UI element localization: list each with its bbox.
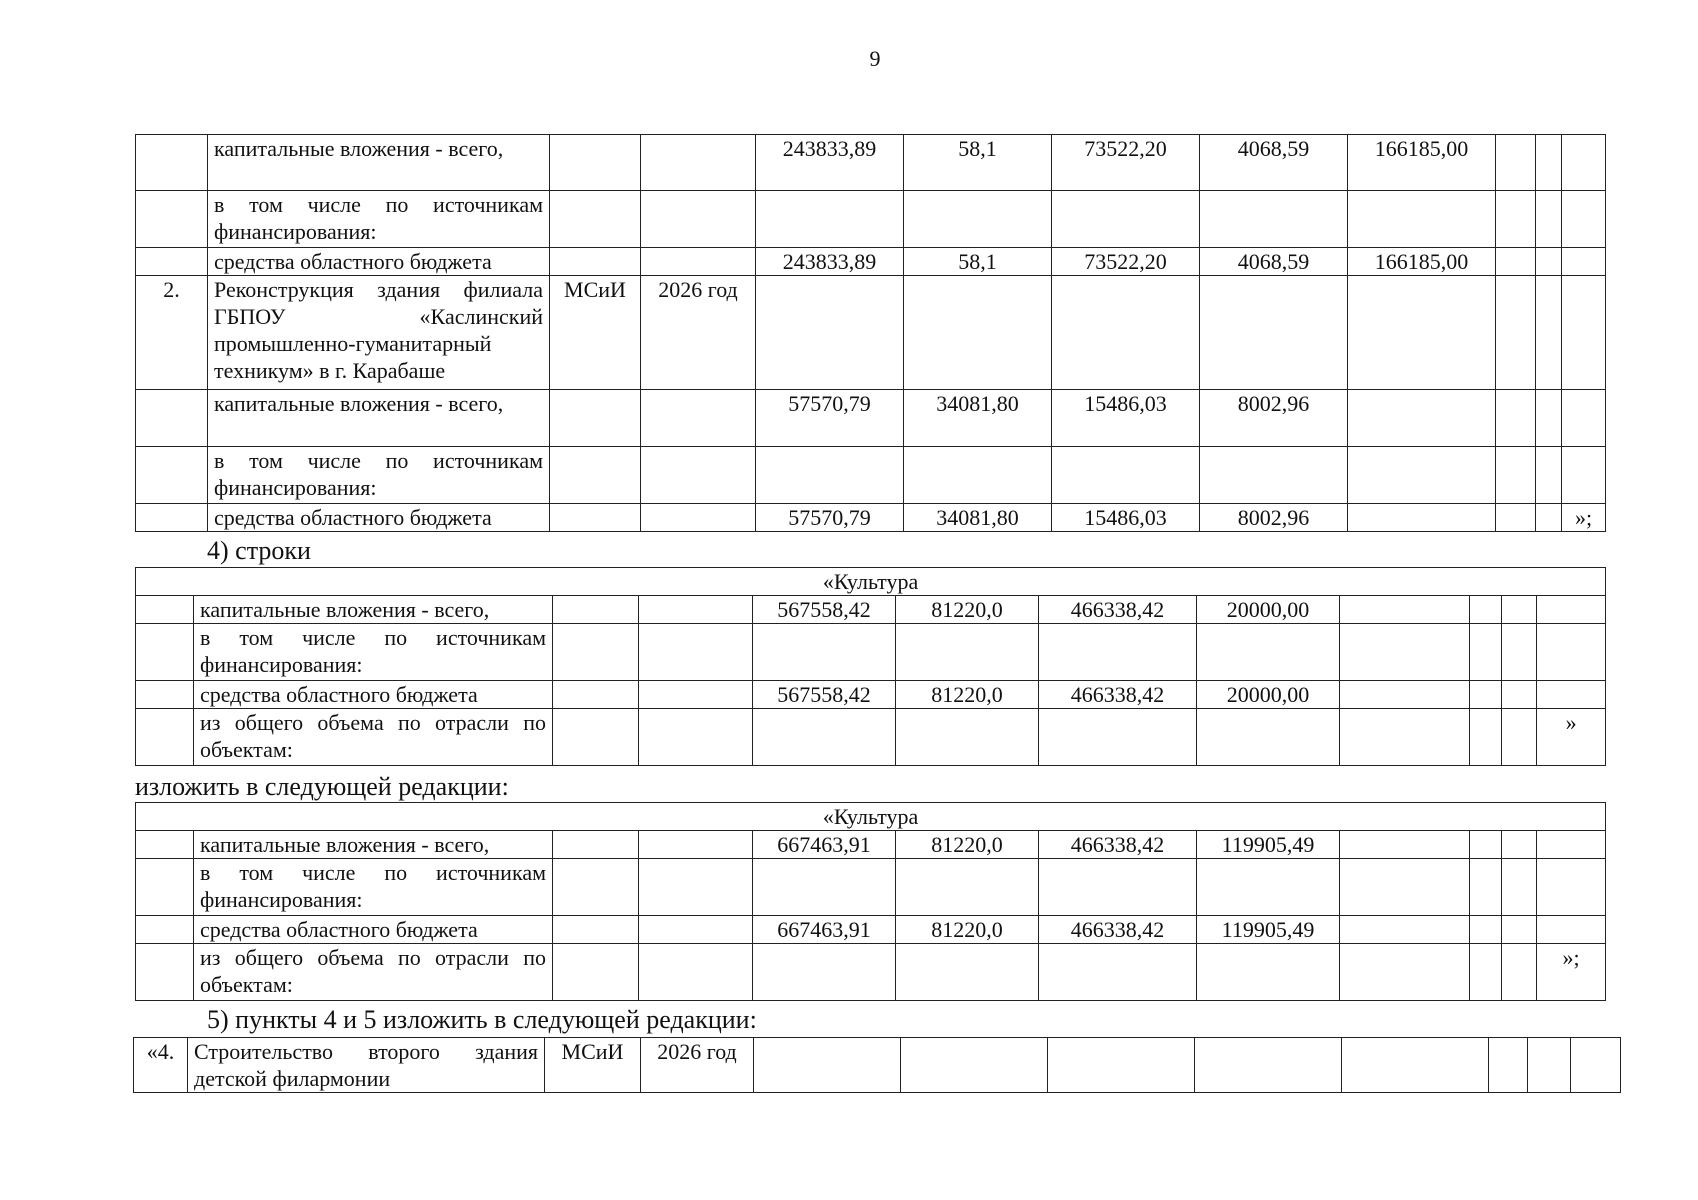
value-cell [1039, 944, 1197, 1001]
value-cell: 73522,20 [1052, 135, 1200, 191]
closing-mark [1562, 276, 1606, 390]
term [641, 135, 756, 191]
cell [1502, 859, 1537, 916]
cell [1470, 916, 1502, 944]
value-cell [896, 624, 1039, 681]
cell [1502, 916, 1537, 944]
cell [1496, 504, 1536, 532]
cell [136, 916, 194, 944]
closing-mark [1537, 596, 1606, 624]
value-cell: 8002,96 [1200, 504, 1348, 532]
cell [553, 681, 639, 709]
row-name: средства областного бюджета [208, 504, 550, 532]
cell [1536, 135, 1562, 191]
cell [639, 831, 753, 859]
item-number: «4. [134, 1038, 188, 1093]
value-cell [1200, 447, 1348, 504]
cell [1536, 447, 1562, 504]
table-row [136, 276, 1606, 390]
value-cell: 166185,00 [1348, 248, 1496, 276]
cell [1470, 681, 1502, 709]
table-row [136, 447, 1606, 504]
closing-mark [1537, 624, 1606, 681]
row-number [136, 447, 208, 504]
cell [1502, 831, 1537, 859]
cell [553, 596, 639, 624]
table-row [136, 191, 1606, 248]
cell [639, 709, 753, 766]
table-row [136, 248, 1606, 276]
cell [1470, 944, 1502, 1001]
value-cell: 667463,91 [753, 831, 896, 859]
cell [1571, 1038, 1621, 1093]
closing-mark [1562, 191, 1606, 248]
value-cell: 81220,0 [896, 596, 1039, 624]
cell [553, 944, 639, 1001]
cell [553, 859, 639, 916]
cell [1470, 624, 1502, 681]
value-cell: 57570,79 [756, 504, 904, 532]
value-cell [904, 276, 1052, 390]
cell [639, 624, 753, 681]
cell [136, 709, 194, 766]
cell [901, 1038, 1048, 1093]
cell [1342, 1038, 1489, 1093]
cell [1048, 1038, 1195, 1093]
cell [754, 1038, 901, 1093]
value-cell [753, 944, 896, 1001]
value-cell [896, 709, 1039, 766]
cell [1340, 859, 1470, 916]
value-cell [1200, 191, 1348, 248]
cell [1340, 709, 1470, 766]
table-row [136, 831, 1606, 859]
value-cell [1039, 624, 1197, 681]
value-cell [756, 191, 904, 248]
value-cell: 4068,59 [1200, 135, 1348, 191]
closing-mark [1562, 447, 1606, 504]
value-cell: 8002,96 [1200, 390, 1348, 447]
term: 2026 год [641, 276, 756, 390]
cell [1502, 944, 1537, 1001]
page-number: 9 [869, 46, 881, 71]
value-cell [1197, 944, 1340, 1001]
row-name: капитальные вложения - всего, [194, 596, 553, 624]
value-cell [904, 191, 1052, 248]
caption-edit: изложить в следующей редакции: [135, 772, 509, 801]
cell [639, 859, 753, 916]
value-cell: 73522,20 [1052, 248, 1200, 276]
row-number [136, 191, 208, 248]
value-cell: 466338,42 [1039, 831, 1197, 859]
table-culture-old [135, 567, 1606, 766]
table-row [136, 681, 1606, 709]
cell [136, 859, 194, 916]
cell [136, 831, 194, 859]
value-cell: 15486,03 [1052, 504, 1200, 532]
row-name: капитальные вложения - всего, [194, 831, 553, 859]
value-cell: 466338,42 [1039, 596, 1197, 624]
executor: МСиИ [545, 1038, 641, 1093]
cell [136, 596, 194, 624]
value-cell: 34081,80 [904, 504, 1052, 532]
table-row [136, 709, 1606, 766]
executor [550, 504, 641, 532]
term: 2026 год [641, 1038, 754, 1093]
cell [1496, 135, 1536, 191]
cell [1496, 390, 1536, 447]
cell [1489, 1038, 1528, 1093]
table-row [136, 390, 1606, 447]
value-cell [1039, 709, 1197, 766]
value-cell: 81220,0 [896, 831, 1039, 859]
cell [136, 624, 194, 681]
cell [136, 944, 194, 1001]
value-cell: 567558,42 [753, 596, 896, 624]
caption-rows: 4) строки [207, 536, 311, 565]
value-cell: 34081,80 [904, 390, 1052, 447]
value-cell [753, 709, 896, 766]
value-cell [1348, 191, 1496, 248]
value-cell: 15486,03 [1052, 390, 1200, 447]
term [641, 447, 756, 504]
table-row [136, 859, 1606, 916]
cell [1470, 831, 1502, 859]
closing-mark [1537, 681, 1606, 709]
row-name: из общего объема по отрасли по объектам: [194, 944, 553, 1001]
cell [1470, 596, 1502, 624]
table-culture-new [135, 802, 1606, 1001]
row-number [136, 390, 208, 447]
cell [553, 831, 639, 859]
value-cell [753, 859, 896, 916]
row-number [136, 504, 208, 532]
cell [1496, 447, 1536, 504]
value-cell [1348, 390, 1496, 447]
executor [550, 248, 641, 276]
cell [1340, 681, 1470, 709]
value-cell [1200, 276, 1348, 390]
value-cell: 466338,42 [1039, 681, 1197, 709]
row-name: капитальные вложения - всего, [208, 390, 550, 447]
closing-mark [1562, 135, 1606, 191]
value-cell [1039, 859, 1197, 916]
value-cell: 119905,49 [1197, 831, 1340, 859]
table-row [136, 624, 1606, 681]
cell [1528, 1038, 1571, 1093]
cell [639, 916, 753, 944]
cell [1536, 248, 1562, 276]
cell [1340, 831, 1470, 859]
table-items-4-5 [133, 1037, 1621, 1093]
value-cell: 243833,89 [756, 248, 904, 276]
table-row [136, 504, 1606, 532]
row-name: средства областного бюджета [194, 681, 553, 709]
cell [553, 709, 639, 766]
cell [1470, 709, 1502, 766]
term [641, 191, 756, 248]
cell [639, 596, 753, 624]
closing-mark [1537, 859, 1606, 916]
value-cell: 166185,00 [1348, 135, 1496, 191]
value-cell: 58,1 [904, 135, 1052, 191]
closing-mark [1537, 916, 1606, 944]
caption-items: 5) пункты 4 и 5 изложить в следующей редакции: [207, 1005, 757, 1034]
cell [1536, 276, 1562, 390]
value-cell: 667463,91 [753, 916, 896, 944]
row-name: в том числе по источникам финансирования: [194, 624, 553, 681]
cell [1340, 624, 1470, 681]
cell [553, 916, 639, 944]
value-cell [1348, 276, 1496, 390]
term [641, 504, 756, 532]
value-cell [1197, 859, 1340, 916]
cell [1496, 276, 1536, 390]
cell [1496, 248, 1536, 276]
cell [1340, 944, 1470, 1001]
value-cell [1348, 447, 1496, 504]
table-row [136, 944, 1606, 1001]
closing-mark: » [1537, 709, 1606, 766]
row-name: в том числе по источникам финансирования: [194, 859, 553, 916]
term [641, 390, 756, 447]
cell [1340, 916, 1470, 944]
executor [550, 447, 641, 504]
cell [639, 944, 753, 1001]
value-cell: 58,1 [904, 248, 1052, 276]
row-number: 2. [136, 276, 208, 390]
object-name: Строительство второго здания детской филармонии [188, 1038, 545, 1093]
row-name: капитальные вложения - всего, [208, 135, 550, 191]
row-name: из общего объема по отрасли по объектам: [194, 709, 553, 766]
value-cell: 20000,00 [1197, 681, 1340, 709]
table-row [136, 596, 1606, 624]
executor [550, 191, 641, 248]
value-cell: 567558,42 [753, 681, 896, 709]
cell [553, 624, 639, 681]
cell [1502, 596, 1537, 624]
value-cell [904, 447, 1052, 504]
table-row [136, 135, 1606, 191]
cell [136, 681, 194, 709]
row-name: средства областного бюджета [194, 916, 553, 944]
row-name: в том числе по источникам финансирования: [208, 447, 550, 504]
row-number [136, 135, 208, 191]
cell [1502, 624, 1537, 681]
value-cell [1348, 504, 1496, 532]
value-cell [756, 447, 904, 504]
value-cell [753, 624, 896, 681]
closing-mark: »; [1537, 944, 1606, 1001]
value-cell [756, 276, 904, 390]
value-cell [1197, 709, 1340, 766]
cell [639, 681, 753, 709]
cell [1195, 1038, 1342, 1093]
term [641, 248, 756, 276]
executor [550, 390, 641, 447]
closing-mark: »; [1562, 504, 1606, 532]
row-name: средства областного бюджета [208, 248, 550, 276]
executor [550, 135, 641, 191]
table-investments-1 [135, 134, 1606, 532]
value-cell: 57570,79 [756, 390, 904, 447]
cell [1502, 709, 1537, 766]
table-row [136, 916, 1606, 944]
row-number [136, 248, 208, 276]
cell [1470, 859, 1502, 916]
section-title: «Культура [136, 803, 1606, 831]
value-cell [1052, 276, 1200, 390]
executor: МСиИ [550, 276, 641, 390]
cell [1536, 390, 1562, 447]
closing-mark [1562, 248, 1606, 276]
closing-mark [1562, 390, 1606, 447]
cell [1502, 681, 1537, 709]
value-cell: 20000,00 [1197, 596, 1340, 624]
value-cell: 4068,59 [1200, 248, 1348, 276]
value-cell [1052, 191, 1200, 248]
value-cell [896, 944, 1039, 1001]
cell [1536, 504, 1562, 532]
cell [1340, 596, 1470, 624]
value-cell: 243833,89 [756, 135, 904, 191]
section-title: «Культура [136, 568, 1606, 596]
cell [1496, 191, 1536, 248]
row-name: в том числе по источникам финансирования: [208, 191, 550, 248]
closing-mark [1537, 831, 1606, 859]
cell [1536, 191, 1562, 248]
value-cell [1197, 624, 1340, 681]
value-cell [896, 859, 1039, 916]
value-cell: 81220,0 [896, 681, 1039, 709]
value-cell: 466338,42 [1039, 916, 1197, 944]
value-cell: 81220,0 [896, 916, 1039, 944]
row-name: Реконструкция здания филиала ГБПОУ «Каслинский промышленно-гуманитарный техникум» в г. Карабаше [208, 276, 550, 390]
value-cell: 119905,49 [1197, 916, 1340, 944]
value-cell [1052, 447, 1200, 504]
